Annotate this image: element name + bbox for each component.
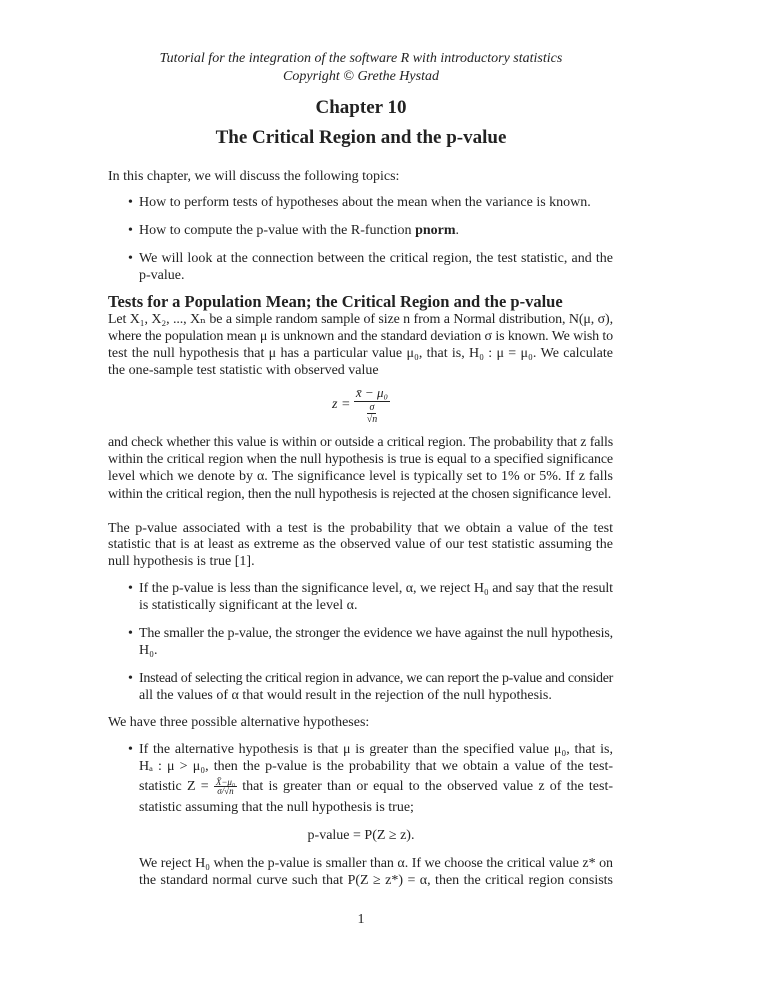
topic-item: [139, 222, 613, 240]
p-value-formula: p-value = P(Z ≥ z).: [307, 828, 415, 843]
equation-denominator-sqrt-n: √n: [366, 414, 378, 425]
point-line: all the values of α that would result in the rejection of the null hypothesis.: [139, 688, 552, 703]
paragraph-line: Let X₁, X₂, ..., Xₙ be a simple random sample of size n from a Normal distribution, N(μ, σ),: [108, 312, 613, 327]
alternative-line: If the alternative hypothesis is that μ is greater than the specified value μ₀, that is,: [139, 742, 613, 757]
paragraph-line: statistic that is at least as extreme as the observed value of our test statistic assuming the: [108, 537, 613, 552]
paragraph-line: within the critical region, then the null hypothesis is rejected at the chosen significance level.: [108, 487, 612, 502]
bullet-icon: •: [128, 742, 133, 757]
inline-fraction-denominator: σ/√n: [217, 786, 234, 797]
alternative-line: Hₐ : μ > μ₀, then the p-value is the probability that we obtain a value of the test-: [139, 759, 613, 774]
bullet-icon: •: [128, 195, 133, 210]
paragraph-line: where the population mean μ is unknown and the standard deviation σ is known. We wish to: [108, 329, 613, 344]
paragraph-line: test the null hypothesis that μ has a particular value μ₀, that is, H₀ : μ = μ₀. We calculate: [108, 346, 613, 361]
point-line: Instead of selecting the critical region in advance, we can report the p-value and consider: [139, 671, 613, 686]
point-line: is statistically significant at the level α.: [139, 598, 358, 613]
equation-denominator-sigma: σ: [369, 402, 375, 413]
alternative-line: We reject H₀ when the p-value is smaller than α. If we choose the critical value z* on: [139, 856, 613, 871]
paragraph-line: null hypothesis is true [1].: [108, 554, 255, 569]
topic-text: .: [455, 223, 460, 238]
paragraph-line: the one-sample test statistic with observed value: [108, 363, 379, 378]
inline-fraction-numerator: X̄−μ₀: [215, 777, 236, 788]
point-line: H₀.: [139, 643, 158, 658]
point-line: The smaller the p-value, the stronger the evidence we have against the null hypothesis,: [139, 626, 613, 641]
bullet-icon: •: [128, 251, 133, 266]
paragraph-line: level which we denote by α. The significance level is typically set to 1% or 5%. If z falls: [108, 469, 613, 484]
paragraph-line: The p-value associated with a test is the probability that we obtain a value of the test: [108, 521, 614, 536]
topic-item: How to perform tests of hypotheses about the mean when the variance is known.: [139, 195, 591, 210]
bullet-icon: •: [128, 626, 133, 641]
topic-text: How to compute the p-value with the R-function: [139, 223, 416, 238]
alternative-line: statistic assuming that the null hypothesis is true;: [139, 800, 414, 815]
chapter-number: Chapter 10: [315, 97, 407, 118]
statistic-label: statistic Z =: [139, 779, 209, 794]
bullet-icon: •: [128, 223, 133, 238]
page-number: 1: [357, 912, 365, 927]
chapter-title: The Critical Region and the p-value: [215, 127, 507, 148]
paragraph-line: and check whether this value is within or outside a critical region. The probability that z falls: [108, 435, 613, 450]
alternative-line: [139, 778, 613, 796]
alternative-line: the standard normal curve such that P(Z ≥ z*) = α, then the critical region consists: [139, 873, 613, 888]
running-header-title: Tutorial for the integration of the software R with introductory statistics: [159, 51, 563, 66]
topic-item-continued: p-value.: [139, 268, 185, 283]
point-line: If the p-value is less than the significance level, α, we reject H₀ and say that the result: [139, 581, 613, 596]
intro-text: In this chapter, we will discuss the following topics:: [108, 169, 400, 184]
topic-item: We will look at the connection between the critical region, the test statistic, and the: [139, 251, 613, 266]
equation-numerator: x̄ − μ₀: [355, 385, 388, 400]
alternatives-intro: We have three possible alternative hypotheses:: [108, 715, 370, 730]
function-name: pnorm: [415, 223, 456, 238]
statistic-description: that is greater than or equal to the observed value z of the test-: [242, 779, 614, 794]
equation-lhs: z =: [332, 397, 351, 413]
bullet-icon: •: [128, 581, 133, 596]
running-header-copyright: Copyright © Grethe Hystad: [283, 69, 439, 84]
paragraph-line: within the critical region when the null hypothesis is true is equal to a specified significance: [108, 452, 613, 467]
bullet-icon: •: [128, 671, 133, 686]
test-statistic-equation: [0, 385, 722, 425]
section-heading: Tests for a Population Mean; the Critical Region and the p-value: [108, 292, 563, 311]
